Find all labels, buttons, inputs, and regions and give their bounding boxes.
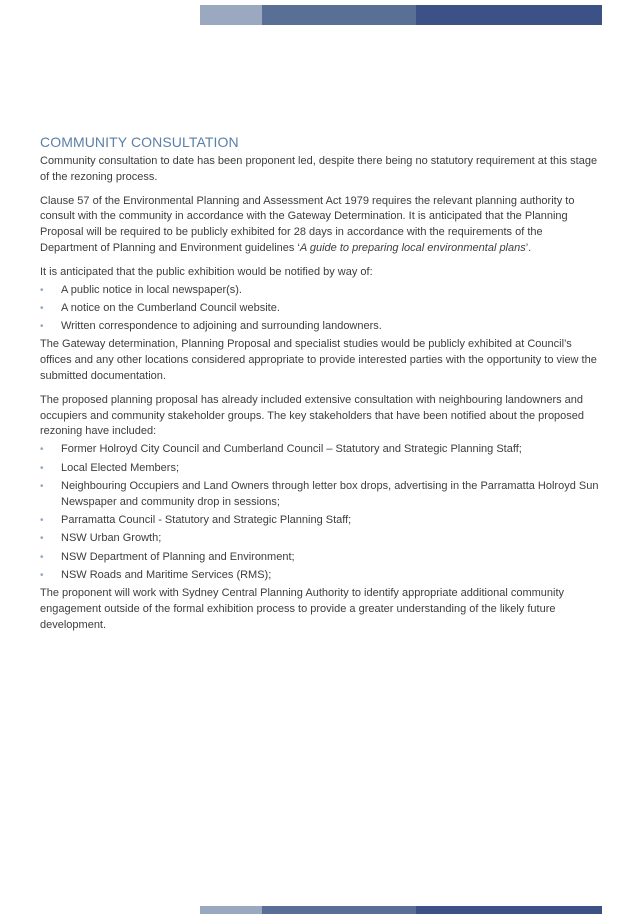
- list-item: [40, 550, 600, 566]
- paragraph-stakeholders: The proposed planning proposal has already included extensive consultation with neighbouring landowners and occupiers and community stakeholder groups. The key stakeholders that have been notified about the proposed rezoning have included:: [40, 393, 585, 438]
- bullet-icon: •: [40, 551, 44, 563]
- bullet-icon: •: [40, 462, 44, 474]
- list-item: [40, 531, 600, 547]
- list-item-text: A public notice in local newspaper(s).: [61, 283, 242, 296]
- bullet-icon: •: [40, 514, 44, 526]
- list-item-text: Neighbouring Occupiers and Land Owners through letter box drops, advertising in the Parramatta Holroyd Sun Newspaper and community drop in sessions;: [61, 479, 599, 508]
- list-item-text: Written correspondence to adjoining and surrounding landowners.: [61, 320, 382, 333]
- list-item-text: Former Holroyd City Council and Cumberland Council – Statutory and Strategic Planning Staff;: [61, 443, 522, 456]
- list-item: [40, 461, 600, 477]
- header-bar-segment-light: [200, 5, 262, 25]
- list-item-text: NSW Urban Growth;: [61, 532, 162, 545]
- bullet-icon: •: [40, 284, 44, 296]
- paragraph-proponent: The proponent will work with Sydney Central Planning Authority to identify appropriate additional community engagement outside of the formal exhibition process to provide a greater understanding of the likely future development.: [40, 587, 565, 631]
- document-body: [40, 133, 600, 642]
- list-item: [40, 513, 600, 529]
- bullet-icon: •: [40, 480, 44, 492]
- stakeholder-list: [40, 442, 600, 583]
- bullet-icon: •: [40, 321, 44, 333]
- bullet-icon: •: [40, 302, 44, 314]
- footer-color-bar: [200, 906, 602, 914]
- list-item-text: NSW Roads and Maritime Services (RMS);: [61, 568, 272, 581]
- list-item-text: NSW Department of Planning and Environment;: [61, 550, 295, 563]
- list-item: [40, 283, 600, 299]
- header-bar-segment-mid: [262, 5, 416, 25]
- list-item-text: Parramatta Council - Statutory and Strategic Planning Staff;: [61, 513, 352, 526]
- list-item: [40, 319, 600, 335]
- section-heading: COMMUNITY CONSULTATION: [40, 134, 239, 150]
- bullet-icon: •: [40, 444, 44, 456]
- guideline-title: A guide to preparing local environmental plans: [299, 241, 526, 254]
- list-item: [40, 568, 600, 584]
- paragraph-clause-57-text: Clause 57 of the Environmental Planning and Assessment Act 1979 requires the relevant planning authority to consult with the community in accordance with the Gateway Determination. It is anticipated that the Planning Proposal will be required to be publicly exhibited for 28 days in accordance with the requirements of the Department of Planning and Environment guidelines ‘: [40, 194, 575, 254]
- footer-bar-segment-dark: [416, 906, 602, 914]
- list-item-text: A notice on the Cumberland Council website.: [61, 301, 280, 314]
- paragraph-notification: It is anticipated that the public exhibition would be notified by way of:: [40, 265, 373, 278]
- list-item-text: Local Elected Members;: [61, 461, 179, 474]
- list-item: [40, 479, 600, 511]
- footer-bar-segment-mid: [262, 906, 416, 914]
- header-bar-segment-dark: [416, 5, 602, 25]
- bullet-icon: •: [40, 569, 44, 581]
- header-color-bar: [200, 5, 602, 25]
- paragraph-gateway: The Gateway determination, Planning Proposal and specialist studies would be publicly exhibited at Council’s offices and any other locations considered appropriate to provide interested parties with the opportunity to view the submitted documentation.: [40, 338, 597, 383]
- paragraph-clause-57: [40, 194, 600, 257]
- list-item: [40, 301, 600, 317]
- bullet-icon: •: [40, 533, 44, 545]
- list-item: [40, 442, 600, 458]
- paragraph-intro: Community consultation to date has been proponent led, despite there being no statutory requirement at this stage of the rezoning process.: [40, 155, 598, 183]
- notification-list: [40, 283, 600, 335]
- footer-bar-segment-light: [200, 906, 262, 914]
- paragraph-clause-57-end: ’.: [525, 241, 532, 254]
